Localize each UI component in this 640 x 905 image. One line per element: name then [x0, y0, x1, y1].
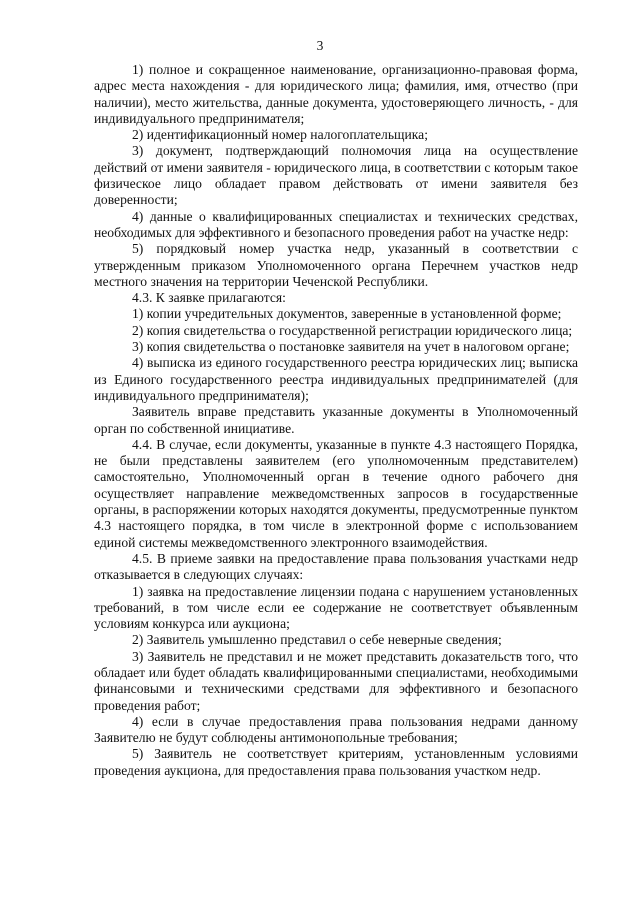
- paragraph-item-5-plot-number: 5) порядковый номер участка недр, указанный в соответствии с утвержденным приказом Уполномоченного органа Перечнем участков недр местного значения на территории Чеченской Республики.: [94, 241, 578, 289]
- paragraph-item-4-specialists: 4) данные о квалифицированных специалистах и технических средствах, необходимых для эффективного и безопасного проведения работ на участке недр:: [94, 208, 578, 240]
- document-body: [94, 62, 578, 779]
- paragraph-refusal-4: 4) если в случае предоставления права пользования недрами данному Заявителю не будут соблюдены антимонопольные требования;: [94, 713, 578, 746]
- paragraph-4-4: 4.4. В случае, если документы, указанные в пункте 4.3 настоящего Порядка, не были представлены заявителем (его уполномоченным представителем) самостоятельно, Уполномоченный орган в течение одного рабочего дня осуществляет направление межведомственных запросов в государственные органы, в распоряжении которых находятся документы, предусмотренные пунктом 4.3 настоящего порядка, в том числе в электронной форме с использованием единой системы межведомственного электронного взаимодействия.: [94, 436, 578, 550]
- page-number: 3: [316, 38, 324, 53]
- paragraph-item-2-tax-id: 2) идентификационный номер налогоплательщика;: [132, 127, 428, 143]
- paragraph-refusal-5: 5) Заявитель не соответствует критериям, установленным условиями проведения аукциона, для предоставления права пользования участком недр.: [94, 746, 578, 778]
- paragraph-attachment-2: 2) копия свидетельства о государственной регистрации юридического лица;: [132, 322, 573, 338]
- paragraph-attachment-4: 4) выписка из единого государственного реестра юридических лиц; выписка из Единого государственного реестра индивидуальных предпринимателей (для индивидуального предпринимателя);: [94, 355, 578, 403]
- paragraph-4-5-heading: 4.5. В приеме заявки на предоставление права пользования участками недр отказывается в следующих случаях:: [94, 550, 578, 583]
- paragraph-item-1-name-address: 1) полное и сокращенное наименование, организационно-правовая форма, адрес места нахождения - для юридического лица; фамилия, имя, отчество (при наличии), место жительства, данные документа, удостоверяющего личность, - для индивидуального предпринимателя;: [94, 62, 578, 126]
- paragraph-4-3-heading: 4.3. К заявке прилагаются:: [132, 290, 286, 306]
- paragraph-attachment-1: 1) копии учредительных документов, заверенные в установленной форме;: [132, 306, 562, 322]
- paragraph-refusal-3: 3) Заявитель не представил и не может представить доказательств того, что обладает или будет обладать квалифицированными специалистами, необходимыми финансовыми и техническими средствами для эффективного и безопасного проведения работ;: [94, 648, 578, 713]
- paragraph-attachment-3: 3) копия свидетельства о постановке заявителя на учет в налоговом органе;: [132, 339, 570, 355]
- paragraph-refusal-1: 1) заявка на предоставление лицензии подана с нарушением установленных требований, в том числе если ее содержание не соответствует объявленным условиям конкурса или аукциона;: [94, 583, 578, 632]
- paragraph-item-3-authority-document: 3) документ, подтверждающий полномочия лица на осуществление действий от имени заявителя - юридического лица, в соответствии с которым такое физическое лицо обладает правом действовать от имени заявителя без доверенности;: [94, 143, 578, 208]
- paragraph-refusal-2: 2) Заявитель умышленно представил о себе неверные сведения;: [132, 632, 502, 648]
- paragraph-voluntary-submission: Заявитель вправе представить указанные документы в Уполномоченный орган по собственной инициативе.: [94, 404, 578, 436]
